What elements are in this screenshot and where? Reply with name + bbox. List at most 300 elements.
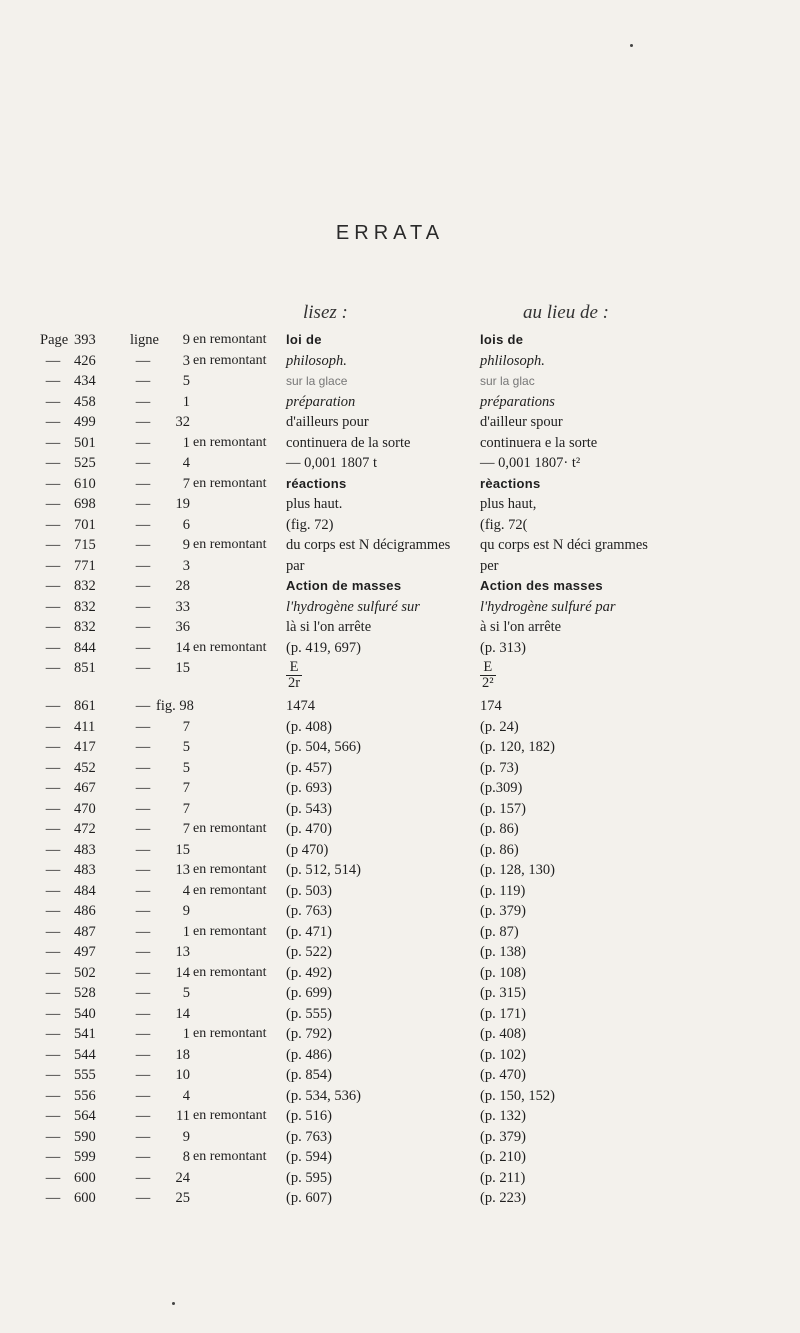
page-number: 502 <box>74 964 96 981</box>
page-ref <box>40 1168 120 1188</box>
line-ref <box>130 799 190 819</box>
erroneous-text: à si l'on arrête <box>480 619 562 635</box>
page-ref <box>40 1024 120 1044</box>
errata-row <box>0 474 800 495</box>
errata-row <box>0 1106 800 1127</box>
errata-row <box>0 983 800 1004</box>
line-ref <box>130 860 190 880</box>
line-number: 11 <box>176 1108 190 1124</box>
page-ref <box>40 433 120 453</box>
erroneous-text: (p. 470) <box>480 1067 526 1083</box>
page-number: 499 <box>74 414 96 430</box>
page-ref <box>40 351 120 371</box>
page-number: 701 <box>74 516 96 533</box>
correct-text: continuera de la sorte <box>286 434 411 451</box>
line-number: 4 <box>182 882 190 899</box>
line-number: 6 <box>182 516 190 533</box>
erroneous-text: continuera e la sorte <box>480 434 598 451</box>
page-ref <box>40 535 120 555</box>
page-number: 564 <box>74 1108 96 1124</box>
page-prefix: — <box>45 923 61 940</box>
erroneous-text: (fig. 72( <box>480 516 528 533</box>
correct-text: (p. 492) <box>286 964 332 981</box>
page-number: 452 <box>74 759 96 776</box>
line-prefix: — <box>135 1067 151 1083</box>
errata-row <box>0 922 800 943</box>
page-number: 434 <box>74 373 96 389</box>
line-number: 5 <box>182 373 190 389</box>
line-ref <box>130 717 190 737</box>
line-ref <box>130 392 190 412</box>
page-prefix: — <box>45 841 61 858</box>
page-prefix: — <box>45 1149 61 1165</box>
line-prefix: — <box>135 434 151 451</box>
page-ref <box>40 758 120 778</box>
line-number: 4 <box>182 455 190 471</box>
page-ref <box>40 1065 120 1085</box>
line-note: en remontant <box>193 434 267 450</box>
line-ref <box>130 1045 190 1065</box>
correct-text: (p. 408) <box>286 718 332 735</box>
page-number: 861 <box>74 698 96 714</box>
correct-text: réactions <box>286 475 347 491</box>
correct-text: (p. 594) <box>286 1149 332 1165</box>
correct-text: (p. 693) <box>286 780 332 796</box>
line-number: 1 <box>182 393 190 410</box>
erroneous-text: (p. 315) <box>480 985 526 1001</box>
line-ref <box>130 1168 190 1188</box>
page-number: 555 <box>74 1067 96 1083</box>
page-number: 832 <box>74 619 96 635</box>
correct-text: (p. 763) <box>286 903 332 919</box>
correct-text: sur la glace <box>286 374 348 388</box>
line-number: 4 <box>182 1087 190 1104</box>
errata-row <box>0 737 800 758</box>
line-prefix: — <box>135 841 151 858</box>
correct-text: d'ailleurs pour <box>286 414 369 430</box>
page-ref <box>40 494 120 514</box>
erroneous-text: phlilosoph. <box>480 352 545 369</box>
correct-text: philosoph. <box>286 352 347 369</box>
correct-text: (fig. 72) <box>286 516 334 533</box>
page-ref <box>40 840 120 860</box>
errata-row <box>0 412 800 433</box>
page-number: 590 <box>74 1128 96 1145</box>
errata-row <box>0 535 800 556</box>
page-prefix: — <box>45 1046 61 1063</box>
line-prefix: — <box>135 578 151 594</box>
column-header-instead: au lieu de : <box>523 302 610 323</box>
line-ref <box>130 819 190 839</box>
line-number: 7 <box>182 718 190 735</box>
line-prefix: — <box>135 1108 151 1124</box>
errata-row <box>0 1024 800 1045</box>
page-prefix: — <box>45 660 61 676</box>
line-ref <box>130 963 190 983</box>
erroneous-text: (p. 150, 152) <box>480 1087 555 1104</box>
page-number: 497 <box>74 944 96 960</box>
erroneous-text: (p. 211) <box>480 1169 526 1186</box>
page-number: 851 <box>74 660 96 676</box>
page-number: 483 <box>74 862 96 878</box>
page-prefix: — <box>45 1108 61 1124</box>
page-prefix: — <box>45 455 61 471</box>
page-prefix: — <box>45 882 61 899</box>
line-note: en remontant <box>193 862 267 877</box>
line-prefix: — <box>135 475 151 492</box>
correct-text: du corps est N décigrammes <box>286 537 451 553</box>
erroneous-text: (p.309) <box>480 780 523 796</box>
line-ref <box>130 658 190 678</box>
line-number: 9 <box>182 1128 190 1145</box>
correct-text <box>286 658 481 691</box>
page-prefix: — <box>45 475 61 492</box>
page-number: 426 <box>74 352 96 369</box>
page-number: 832 <box>74 578 96 594</box>
line-ref <box>130 1086 190 1106</box>
errata-row <box>0 515 800 536</box>
page-number: 600 <box>74 1190 96 1206</box>
line-ref <box>130 535 190 555</box>
correct-text: (p. 486) <box>286 1046 332 1063</box>
line-prefix: — <box>135 800 151 817</box>
line-number: 1 <box>182 923 190 940</box>
erroneous-text: (p. 87) <box>480 923 519 940</box>
correct-text: (p. 555) <box>286 1005 332 1022</box>
line-ref <box>130 840 190 860</box>
page-prefix: — <box>45 780 61 796</box>
line-ref <box>130 983 190 1003</box>
erroneous-text: rèactions <box>480 475 541 491</box>
line-prefix: — <box>135 373 151 389</box>
page-ref <box>40 1106 120 1126</box>
correct-text: préparation <box>286 393 356 410</box>
line-prefix: — <box>135 557 151 574</box>
correct-text: (p. 419, 697) <box>286 639 361 656</box>
page-prefix: — <box>45 739 61 755</box>
page-number: 599 <box>74 1149 96 1165</box>
errata-row <box>0 778 800 799</box>
line-prefix: — <box>135 739 151 755</box>
line-prefix: — <box>135 414 151 430</box>
correct-text: (p. 607) <box>286 1190 332 1206</box>
line-number: 18 <box>175 1046 190 1063</box>
page-number: 715 <box>74 537 96 553</box>
errata-row <box>0 1168 800 1189</box>
line-ref <box>130 556 190 576</box>
fraction-denominator: 2² <box>482 675 494 691</box>
line-prefix: ligne <box>130 332 159 348</box>
page-number: 467 <box>74 780 96 796</box>
errata-row <box>0 717 800 738</box>
errata-row <box>0 696 800 717</box>
line-prefix: — <box>135 1026 151 1042</box>
correct-text: (p. 854) <box>286 1067 332 1083</box>
errata-row <box>0 576 800 597</box>
page-number: 417 <box>74 739 96 755</box>
page-ref <box>40 597 120 617</box>
errata-row <box>0 799 800 820</box>
page-ref <box>40 717 120 737</box>
page-prefix: — <box>45 598 61 615</box>
page-prefix: — <box>45 537 61 553</box>
line-ref <box>130 617 190 637</box>
correct-text: par <box>286 557 305 574</box>
errata-row <box>0 860 800 881</box>
correct-text: (p. 543) <box>286 800 332 817</box>
errata-row <box>0 942 800 963</box>
page-ref <box>40 922 120 942</box>
errata-row <box>0 1086 800 1107</box>
line-prefix: — <box>135 698 151 714</box>
line-number: 1 <box>182 1026 190 1042</box>
line-number: 3 <box>182 352 190 369</box>
line-ref <box>130 371 190 391</box>
erroneous-text: préparations <box>480 393 555 410</box>
correct-text: (p. 534, 536) <box>286 1087 361 1104</box>
page-number: 393 <box>74 332 96 348</box>
erroneous-text: l'hydrogène sulfuré par <box>480 598 616 615</box>
line-prefix: — <box>135 1005 151 1022</box>
page-prefix: — <box>45 496 61 512</box>
correct-text: (p. 503) <box>286 882 332 899</box>
page-number: 528 <box>74 985 96 1001</box>
page-prefix: — <box>45 1087 61 1104</box>
erroneous-text: (p. 408) <box>480 1026 526 1042</box>
correct-text: (p. 522) <box>286 944 332 960</box>
paper-speck <box>172 1302 175 1305</box>
page-prefix: — <box>45 1190 61 1206</box>
erroneous-text: (p. 138) <box>480 944 526 960</box>
line-ref <box>130 638 190 658</box>
line-number: fig. 98 <box>156 698 194 714</box>
page-ref <box>40 1086 120 1106</box>
correct-text: — 0,001 1807 t <box>286 455 378 471</box>
fraction-denominator: 2r <box>288 675 301 691</box>
erroneous-text: (p. 313) <box>480 639 526 656</box>
line-ref <box>130 474 190 494</box>
line-ref <box>130 494 190 514</box>
page-ref <box>40 778 120 798</box>
page-prefix: — <box>45 639 61 656</box>
page-prefix: Page <box>40 332 69 348</box>
line-ref <box>130 597 190 617</box>
erroneous-text: (p. 86) <box>480 821 519 837</box>
errata-row <box>0 371 800 392</box>
page-prefix: — <box>45 434 61 451</box>
page-ref <box>40 638 120 658</box>
line-ref <box>130 1065 190 1085</box>
errata-row <box>0 1065 800 1086</box>
line-ref <box>130 737 190 757</box>
erroneous-text: (p. 108) <box>480 964 526 981</box>
errata-row <box>0 1127 800 1148</box>
erroneous-text: (p. 171) <box>480 1005 526 1022</box>
line-ref <box>130 433 190 453</box>
page-prefix: — <box>45 862 61 878</box>
erroneous-text <box>480 658 780 691</box>
correct-text: (p 470) <box>286 841 329 858</box>
line-number: 7 <box>182 780 190 796</box>
erroneous-text: — 0,001 1807· t² <box>480 455 581 471</box>
page-prefix: — <box>45 1005 61 1022</box>
errata-row <box>0 819 800 840</box>
erroneous-text: (p. 119) <box>480 882 526 899</box>
fraction <box>286 660 302 691</box>
errata-table <box>0 330 800 1209</box>
page-ref <box>40 515 120 535</box>
page-ref <box>40 737 120 757</box>
line-prefix: — <box>135 1190 151 1206</box>
page-number: 698 <box>74 496 96 512</box>
line-prefix: — <box>135 862 151 878</box>
page-prefix: — <box>45 578 61 594</box>
line-number: 14 <box>175 1005 190 1022</box>
page-number: 844 <box>74 639 96 656</box>
line-ref <box>130 515 190 535</box>
line-note: en remontant <box>193 1149 267 1164</box>
line-prefix: — <box>135 1087 151 1104</box>
line-note: en remontant <box>193 537 267 552</box>
line-ref <box>130 1127 190 1147</box>
page-number: 411 <box>74 718 96 735</box>
line-ref <box>130 1004 190 1024</box>
page-number: 544 <box>74 1046 96 1063</box>
errata-row <box>0 1147 800 1168</box>
page-number: 600 <box>74 1169 96 1186</box>
page-prefix: — <box>45 985 61 1001</box>
page-ref <box>40 453 120 473</box>
page-number: 556 <box>74 1087 96 1104</box>
page-ref <box>40 392 120 412</box>
page-title: ERRATA <box>335 222 445 244</box>
page-number: 771 <box>74 557 96 574</box>
line-number: 14 <box>175 639 190 656</box>
page-ref <box>40 1045 120 1065</box>
line-number: 15 <box>175 841 190 858</box>
line-note: en remontant <box>193 475 267 491</box>
page-ref <box>40 942 120 962</box>
page-number: 486 <box>74 903 96 919</box>
erroneous-text: plus haut, <box>480 496 537 512</box>
line-number: 5 <box>182 739 190 755</box>
erroneous-text: (p. 132) <box>480 1108 526 1124</box>
line-ref <box>130 576 190 596</box>
erroneous-text: per <box>480 557 499 574</box>
page-prefix: — <box>45 414 61 430</box>
line-ref <box>130 412 190 432</box>
page-number: 832 <box>74 598 96 615</box>
errata-row <box>0 351 800 372</box>
page-ref <box>40 901 120 921</box>
page-number: 483 <box>74 841 96 858</box>
page-prefix: — <box>45 759 61 776</box>
errata-row <box>0 758 800 779</box>
page-number: 540 <box>74 1005 96 1022</box>
errata-row <box>0 433 800 454</box>
line-number: 5 <box>182 759 190 776</box>
line-ref <box>130 696 194 716</box>
errata-row <box>0 840 800 861</box>
line-note: en remontant <box>193 821 267 836</box>
line-ref <box>130 453 190 473</box>
page-prefix: — <box>45 557 61 574</box>
erroneous-text: (p. 210) <box>480 1149 526 1165</box>
erroneous-text: sur la glac <box>480 374 535 388</box>
line-prefix: — <box>135 964 151 981</box>
line-number: 28 <box>175 578 190 594</box>
page-ref <box>40 819 120 839</box>
line-prefix: — <box>135 1169 151 1186</box>
erroneous-text: d'ailleur spour <box>480 414 563 430</box>
page-ref <box>40 556 120 576</box>
line-note: en remontant <box>193 1108 267 1123</box>
page-ref <box>40 330 120 350</box>
line-ref <box>130 942 190 962</box>
page-ref <box>40 1127 120 1147</box>
page-prefix: — <box>45 821 61 837</box>
correct-text: l'hydrogène sulfuré sur <box>286 598 420 615</box>
page-prefix: — <box>45 1169 61 1186</box>
page-number: 484 <box>74 882 96 899</box>
correct-text: (p. 470) <box>286 821 332 837</box>
line-number: 9 <box>182 332 190 348</box>
page-number: 501 <box>74 434 96 451</box>
erroneous-text: lois de <box>480 332 524 347</box>
line-prefix: — <box>135 759 151 776</box>
line-prefix: — <box>135 903 151 919</box>
page-prefix: — <box>45 718 61 735</box>
line-prefix: — <box>135 718 151 735</box>
line-prefix: — <box>135 352 151 369</box>
line-number: 19 <box>175 496 190 512</box>
erroneous-text: (p. 157) <box>480 800 526 817</box>
erroneous-text: (p. 86) <box>480 841 519 858</box>
line-number: 33 <box>175 598 190 615</box>
page-number: 610 <box>74 475 96 492</box>
line-prefix: — <box>135 516 151 533</box>
fraction-numerator: E <box>286 660 302 676</box>
correct-text: loi de <box>286 332 322 347</box>
erroneous-text: (p. 128, 130) <box>480 862 555 878</box>
line-number: 8 <box>182 1149 190 1165</box>
page-ref <box>40 881 120 901</box>
errata-row <box>0 638 800 659</box>
page-ref <box>40 1188 120 1208</box>
correct-text: (p. 471) <box>286 923 332 940</box>
page-ref <box>40 617 120 637</box>
correct-text: (p. 763) <box>286 1128 332 1145</box>
page-ref <box>40 658 120 678</box>
line-prefix: — <box>135 1149 151 1165</box>
correct-text: (p. 516) <box>286 1108 332 1124</box>
line-number: 7 <box>182 800 190 817</box>
line-prefix: — <box>135 660 151 676</box>
line-ref <box>130 1024 190 1044</box>
page-prefix: — <box>45 903 61 919</box>
page-ref <box>40 983 120 1003</box>
line-note: en remontant <box>193 352 267 368</box>
line-ref <box>130 351 190 371</box>
page-ref <box>40 963 120 983</box>
line-ref <box>130 1106 190 1126</box>
page-prefix: — <box>45 698 61 714</box>
errata-row <box>0 392 800 413</box>
page-prefix: — <box>45 393 61 410</box>
errata-row <box>0 494 800 515</box>
page-ref <box>40 799 120 819</box>
line-ref <box>130 922 190 942</box>
